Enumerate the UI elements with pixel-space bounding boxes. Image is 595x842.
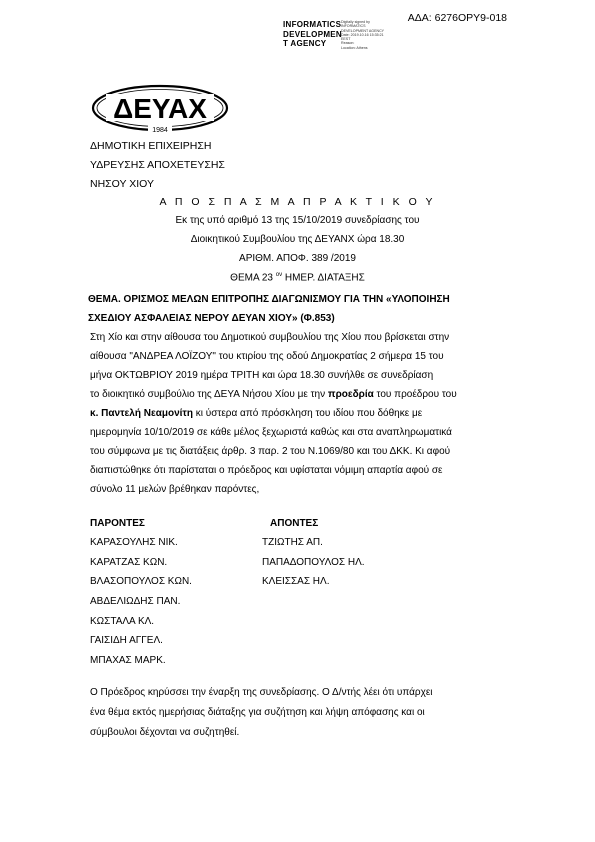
signature-details: Digitally signed by INFORMATICS DEVELOPMENT AGENCY Date: 2019.10.16 15:35:21 EEST Reason: Location: Athens [341, 20, 385, 50]
logo-text: ΔΕΥΑΧ [113, 93, 207, 124]
absent-heading: ΑΠΟΝΤΕΣ [270, 518, 319, 529]
decision-number: ΑΡΙΘΜ. ΑΠΟΦ. 389 /2019 [239, 253, 356, 264]
deyax-logo [90, 82, 230, 136]
absent-member: ΤΖΙΩΤΗΣ ΑΠ. [262, 537, 323, 548]
present-heading: ΠΑΡΟΝΤΕΣ [90, 518, 145, 529]
present-member: ΚΩΣΤΑΛΑ ΚΛ. [90, 615, 155, 627]
signature-org-line: T AGENCY [283, 39, 327, 48]
present-member: ΚΑΡΑΤΖΑΣ ΚΩΝ. [90, 556, 168, 568]
present-member: ΑΒΔΕΛΙΩΔΗΣ ΠΑΝ. [90, 596, 181, 608]
org-line: ΝΗΣΟΥ ΧΙΟΥ [90, 178, 154, 190]
present-member: ΚΑΡΑΣΟΥΛΗΣ ΝΙΚ. [90, 537, 178, 548]
present-list [90, 533, 192, 671]
subject: ΘΕΜΑ. ΟΡΙΣΜΟΣ ΜΕΛΩΝ ΕΠΙΤΡΟΠΗΣ ΔΙΑΓΩΝΙΣΜΟΥ ΓΙΑ ΤΗΝ «ΥΛΟΠΟΙΗΣΗ ΣΧΕΔΙΟΥ ΑΣΦΑΛΕΙΑΣ ΝΕΡΟΥ ΔΕΥΑΝ ΧΙΟΥ» (Φ.853) [88, 294, 450, 324]
body-paragraph: Στη Χίο και στην αίθουσα του Δημοτικού συμβουλίου της Χίου που βρίσκεται στην αίθουσα "ΑΝΔΡΕΑ ΛΟΪΖΟΥ" του κτιρίου της οδού Δημοκρατίας 2 σήμερα 15 του μήνα ΟΚΤΩΒΡΙΟΥ 2019 ημέρα ΤΡΙΤΗ και ώρα 18.30 συνήλθε σε συνεδρίαση το διοικητικό συμβούλιο της ΔΕΥΑ Νήσου Χίου με την προεδρία του προέδρου του κ. Παντελή Νεαμονίτη κι ύστερα από πρόσκληση του ιδίου που δόθηκε με ημερομηνία 10/10/2019 σε κάθε μέλος ξεχωριστά καθώς και στα αναπληρωματικά του σύμφωνα με τις διατάξεις άρθρ. 3 παρ. 2 του Ν.1069/80 και του ΔΚΚ. Κι αφού διαπιστώθηκε ότι παρίσταται ο πρόεδρος και υφίσταται νόμιμη απαρτία αφού σε σύνολο 11 μελών βρέθηκαν παρόντες, [90, 332, 457, 495]
document-heading: Α Π Ο Σ Π Α Σ Μ Α Π Ρ Α Κ Τ Ι Κ Ο Υ [159, 196, 436, 208]
ada-code: ΑΔΑ: 6276ΟΡΥ9-018 [407, 12, 507, 24]
signature-org-line: DEVELOPMEN [283, 29, 343, 39]
signature-org-line: INFORMATICS [283, 20, 342, 29]
present-member: ΜΠΑΧΑΣ ΜΑΡΚ. [90, 655, 166, 667]
org-line: ΥΔΡΕΥΣΗΣ ΑΠΟΧΕΤΕΥΣΗΣ [90, 159, 225, 171]
absent-member: ΚΛΕΙΣΣΑΣ ΗΛ. [262, 576, 330, 588]
present-member: ΒΛΑΣΟΠΟΥΛΟΣ ΚΩΝ. [90, 576, 192, 588]
session-line: Εκ της υπό αριθμό 13 της 15/10/2019 συνεδρίασης του [175, 215, 420, 226]
agenda-item: ΘΕΜΑ 23 $^{o\nu}$ ΗΜΕΡ. ΔΙΑΤΑΞΗΣ [230, 272, 365, 284]
closing-paragraph: Ο Πρόεδρος κηρύσσει την έναρξη της συνεδρίασης. Ο Δ/ντής λέει ότι υπάρχει ένα θέμα εκτός ημερήσιας διάταξης για συζήτηση και λήψη απόφασης και οι σύμβουλοι δέχονται να συζητηθεί. [90, 687, 433, 738]
board-line: Διοικητικού Συμβουλίου της ΔΕΥΑΝΧ ώρα 18.30 [190, 234, 405, 245]
logo-year: 1984 [152, 127, 168, 134]
present-member: ΓΑΙΣΙΔΗ ΑΓΓΕΛ. [90, 635, 163, 647]
org-line: ΔΗΜΟΤΙΚΗ ΕΠΙΧΕΙΡΗΣΗ [90, 140, 212, 152]
absent-list [262, 533, 365, 592]
absent-member: ΠΑΠΑΔΟΠΟΥΛΟΣ ΗΛ. [262, 556, 365, 568]
